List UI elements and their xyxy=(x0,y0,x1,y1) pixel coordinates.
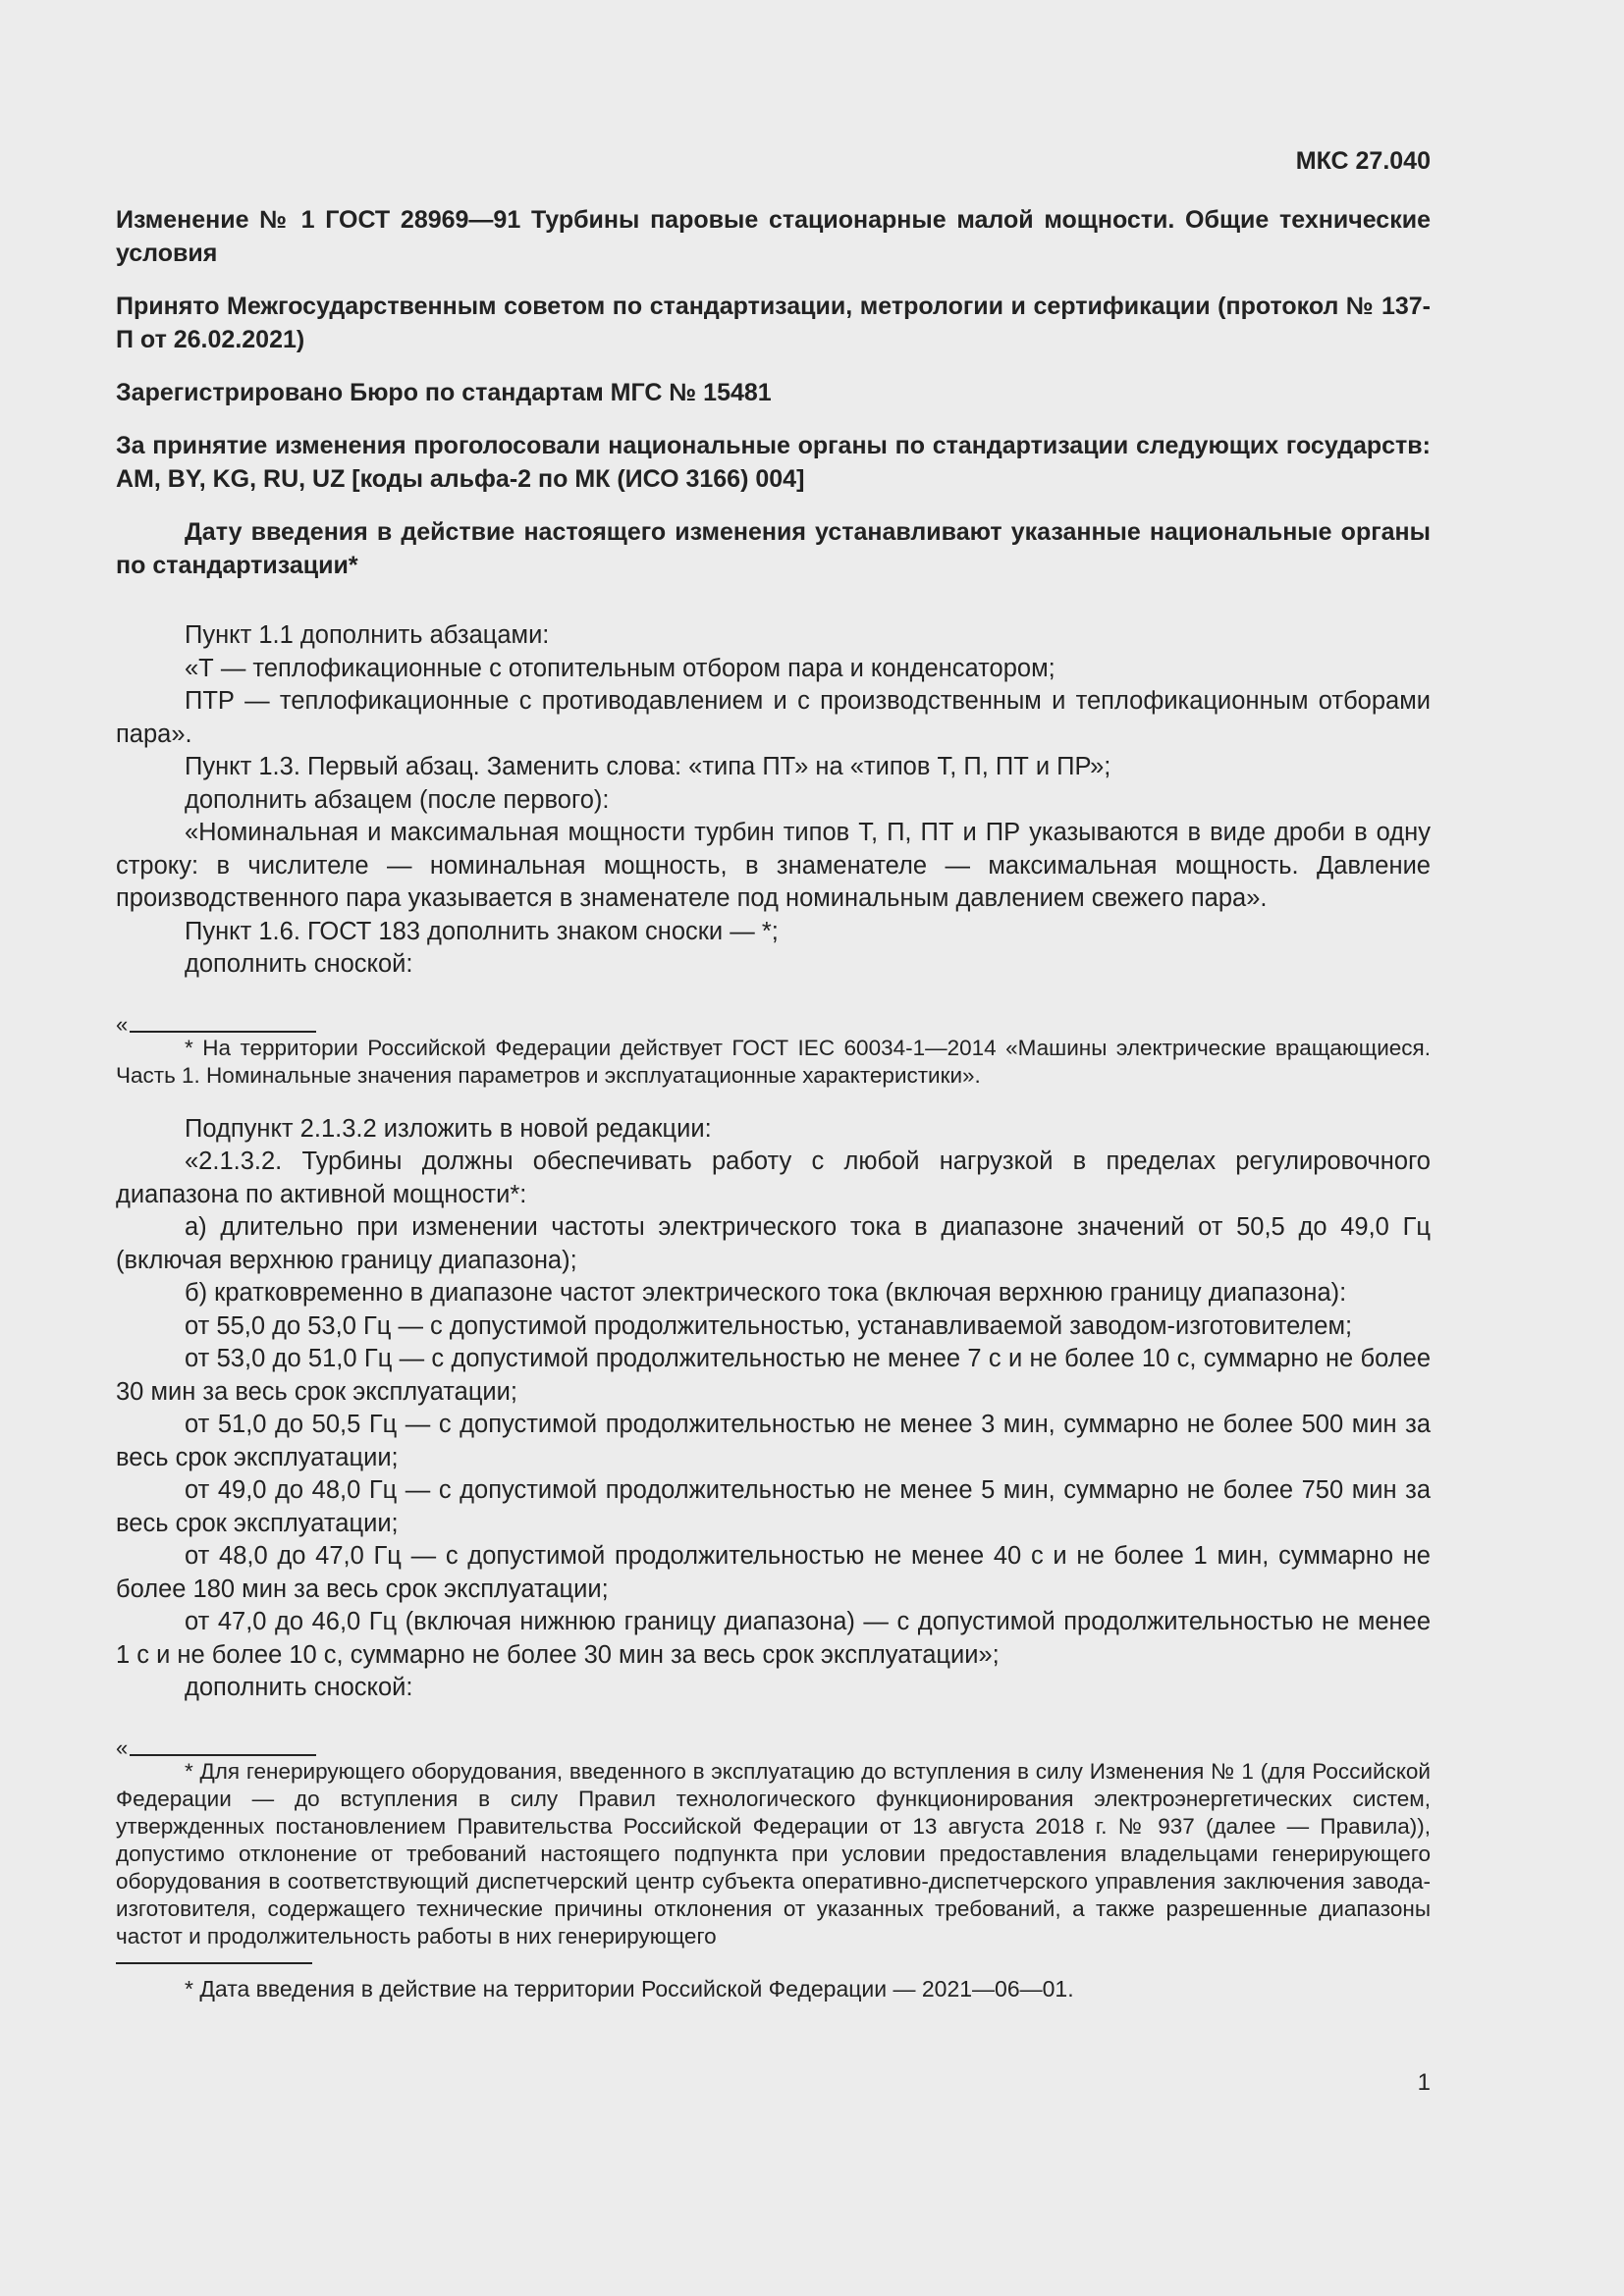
voted-statement: За принятие изменения проголосовали национальные органы по стандартизации следующих государств: AM, BY, KG, RU, UZ [коды альфа-2 по МК (ИСО 3166) 004] xyxy=(116,432,1431,493)
page-number: 1 xyxy=(1417,2069,1431,2096)
footnote-separator: « xyxy=(116,1733,1431,1758)
footnote-separator: « xyxy=(116,1009,1431,1035)
paragraph: Пункт 1.6. ГОСТ 183 дополнить знаком сноски — *; xyxy=(185,917,779,945)
paragraph: ПТР — теплофикационные с противодавлением и с производственным и теплофикационным отборами пара». xyxy=(116,687,1431,748)
paragraph: Пункт 1.3. Первый абзац. Заменить слова: «типа ПТ» на «типов Т, П, ПТ и ПР»; xyxy=(185,753,1111,780)
paragraph: «Т — теплофикационные с отопительным отбором пара и конденсатором; xyxy=(185,654,1056,682)
paragraph: а) длительно при изменении частоты электрического тока в диапазоне значений от 50,5 до 49,0 Гц (включая верхнюю границу диапазона); xyxy=(116,1213,1431,1274)
page-footnote: * Дата введения в действие на территории Российской Федерации — 2021—06—01. xyxy=(185,1975,1074,2002)
page-footnote-rule xyxy=(116,1962,312,1964)
paragraph: от 48,0 до 47,0 Гц — с допустимой продолжительностью не менее 40 с и не более 1 мин, суммарно не более 180 мин за весь срок эксплуатации; xyxy=(116,1542,1431,1603)
paragraph: от 51,0 до 50,5 Гц — с допустимой продолжительностью не менее 3 мин, суммарно не более 500 мин за весь срок эксплуатации; xyxy=(116,1411,1431,1471)
paragraph: от 49,0 до 48,0 Гц — с допустимой продолжительностью не менее 5 мин, суммарно не более 750 мин за весь срок эксплуатации; xyxy=(116,1476,1431,1537)
mks-code: МКС 27.040 xyxy=(1295,147,1431,175)
paragraph: Подпункт 2.1.3.2 изложить в новой редакции: xyxy=(185,1114,712,1143)
paragraph: дополнить абзацем (после первого): xyxy=(185,785,610,814)
paragraph: от 55,0 до 53,0 Гц — с допустимой продолжительностью, устанавливаемой заводом-изготовителем; xyxy=(185,1311,1353,1340)
adopted-statement: Принято Межгосударственным советом по стандартизации, метрологии и сертификации (протокол № 137-П от 26.02.2021) xyxy=(116,293,1431,353)
footnote-text: * Для генерирующего оборудования, введенного в эксплуатацию до вступления в силу Изменения № 1 (для Российской Федерации — до вступления в силу Правил технологического функционирования электроэнергетических систем, утвержденных постановлением Правительства Российской Федерации от 13 августа 2018 г. № 937 (далее — Правила)), допустимо отклонение от требований настоящего подпункта при условии предоставления владельцами генерирующего оборудования в соответствующий диспетчерский центр субъекта оперативно-диспетчерского управления заключения завода-изготовителя, содержащего технические причины отклонения от указанных требований, а также разрешенные диапазоны частот и продолжительность работы в них генерирующего xyxy=(116,1758,1431,1949)
paragraph: от 53,0 до 51,0 Гц — с допустимой продолжительностью не менее 7 с и не более 10 с, суммарно не более 30 мин за весь срок эксплуатации; xyxy=(116,1345,1431,1406)
paragraph: б) кратковременно в диапазоне частот электрического тока (включая верхнюю границу диапазона): xyxy=(185,1279,1347,1307)
paragraph: Пункт 1.1 дополнить абзацами: xyxy=(185,621,550,649)
amendment-title: Изменение № 1 ГОСТ 28969—91 Турбины паровые стационарные малой мощности. Общие технические условия xyxy=(116,206,1431,267)
effective-date-statement: Дату введения в действие настоящего изменения устанавливают указанные национальные органы по стандартизации* xyxy=(116,518,1431,579)
paragraph: «Номинальная и максимальная мощности турбин типов Т, П, ПТ и ПР указываются в виде дроби в одну строку: в числителе — номинальная мощность, в знаменателе — максимальная мощность. Давление производственного пара указывается в знаменателе под номинальным давлением свежего пара». xyxy=(116,819,1431,912)
spacer xyxy=(116,602,1431,619)
paragraph: от 47,0 до 46,0 Гц (включая нижнюю границу диапазона) — с допустимой продолжительностью не менее 1 с и не более 10 с, суммарно не более 30 мин за весь срок эксплуатации»; xyxy=(116,1608,1431,1669)
paragraph: дополнить сноской: xyxy=(185,1674,413,1701)
registered-statement: Зарегистрировано Бюро по стандартам МГС № 15481 xyxy=(116,379,772,406)
paragraph: дополнить сноской: xyxy=(185,950,413,978)
paragraph: «2.1.3.2. Турбины должны обеспечивать работу с любой нагрузкой в пределах регулировочного диапазона по активной мощности*: xyxy=(116,1148,1431,1208)
footnote-text: * На территории Российской Федерации действует ГОСТ IEC 60034-1—2014 «Машины электрические вращающиеся. Часть 1. Номинальные значения параметров и эксплуатационные характеристики». xyxy=(116,1035,1431,1088)
